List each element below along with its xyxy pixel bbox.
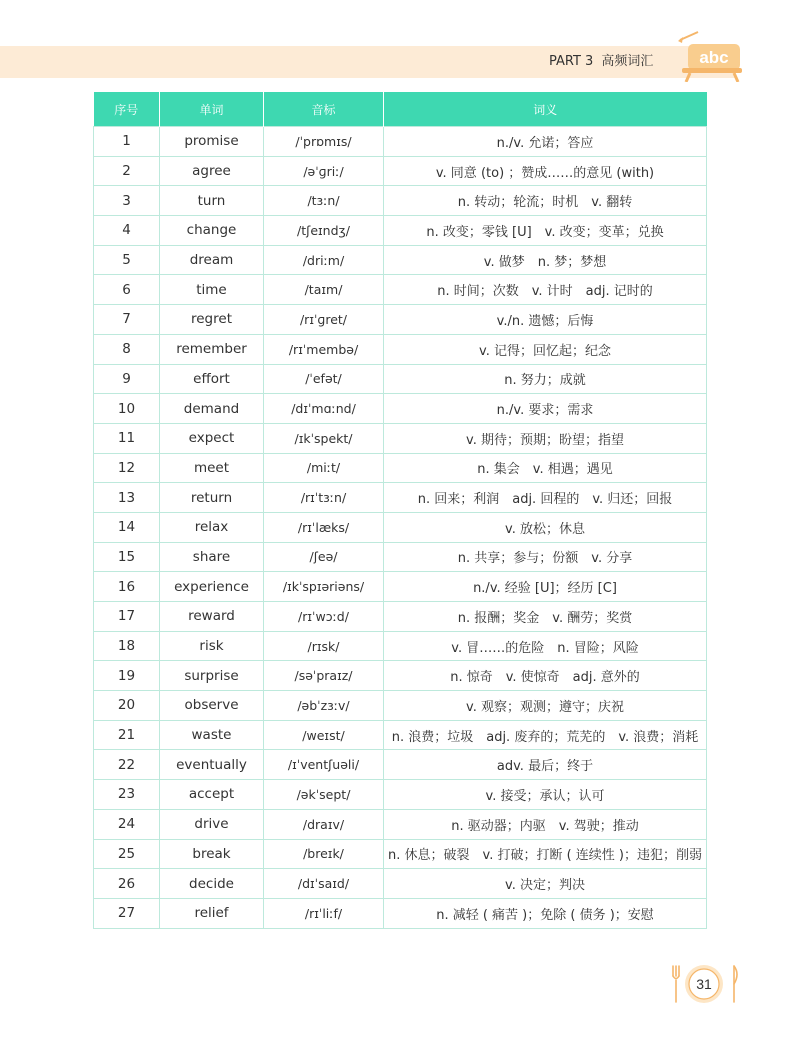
pencil-line — [680, 32, 698, 40]
row-word: reward — [160, 602, 264, 632]
row-word: effort — [160, 364, 264, 394]
row-number: 11 — [94, 423, 160, 453]
table-row — [94, 780, 707, 810]
row-number: 18 — [94, 631, 160, 661]
row-phonetic: /səˈpraɪz/ — [264, 661, 384, 691]
row-number: 5 — [94, 245, 160, 275]
row-number: 23 — [94, 780, 160, 810]
row-meaning: v. 放松；休息 — [384, 512, 707, 542]
row-meaning: n. 报酬；奖金 v. 酬劳；奖赏 — [384, 602, 707, 632]
row-word: risk — [160, 631, 264, 661]
row-phonetic: /ʃeə/ — [264, 542, 384, 572]
row-meaning: n. 驱动器；内驱 v. 驾驶；推动 — [384, 809, 707, 839]
row-number: 16 — [94, 572, 160, 602]
row-word: share — [160, 542, 264, 572]
logo-leg-right — [734, 73, 738, 82]
table-row — [94, 512, 707, 542]
row-word: regret — [160, 305, 264, 335]
table-row — [94, 542, 707, 572]
row-phonetic: /rɪˈlæks/ — [264, 512, 384, 542]
row-phonetic: /taɪm/ — [264, 275, 384, 305]
row-word: change — [160, 216, 264, 246]
row-word: remember — [160, 334, 264, 364]
row-phonetic: /rɪˈmembə/ — [264, 334, 384, 364]
row-meaning: n. 时间；次数 v. 计时 adj. 记时的 — [384, 275, 707, 305]
table-body — [94, 127, 707, 929]
row-phonetic: /ɪˈventʃuəli/ — [264, 750, 384, 780]
row-word: observe — [160, 691, 264, 721]
col-header-word: 单词 — [160, 92, 264, 127]
row-word: time — [160, 275, 264, 305]
row-word: accept — [160, 780, 264, 810]
table-row — [94, 661, 707, 691]
row-number: 13 — [94, 483, 160, 513]
row-phonetic: /ɪkˈspekt/ — [264, 423, 384, 453]
row-number: 12 — [94, 453, 160, 483]
row-word: waste — [160, 720, 264, 750]
row-word: surprise — [160, 661, 264, 691]
row-number: 22 — [94, 750, 160, 780]
row-number: 3 — [94, 186, 160, 216]
row-word: turn — [160, 186, 264, 216]
section-title: 高频词汇 — [601, 54, 654, 69]
row-phonetic: /əkˈsept/ — [264, 780, 384, 810]
table-row — [94, 186, 707, 216]
row-meaning: n. 努力；成就 — [384, 364, 707, 394]
row-number: 26 — [94, 869, 160, 899]
fork-icon — [673, 966, 679, 1002]
row-phonetic: /rɪˈtɜːn/ — [264, 483, 384, 513]
row-word: drive — [160, 809, 264, 839]
row-word: agree — [160, 156, 264, 186]
col-header-meaning: 词义 — [384, 92, 707, 127]
table-row — [94, 453, 707, 483]
row-meaning: v. 期待；预期；盼望；指望 — [384, 423, 707, 453]
row-number: 2 — [94, 156, 160, 186]
row-phonetic: /rɪˈwɔːd/ — [264, 602, 384, 632]
row-word: meet — [160, 453, 264, 483]
row-number: 14 — [94, 512, 160, 542]
page-footer — [668, 962, 744, 1006]
row-number: 10 — [94, 394, 160, 424]
row-phonetic: /rɪsk/ — [264, 631, 384, 661]
row-phonetic: /rɪˈliːf/ — [264, 898, 384, 928]
table-row — [94, 394, 707, 424]
row-word: demand — [160, 394, 264, 424]
row-number: 21 — [94, 720, 160, 750]
row-number: 24 — [94, 809, 160, 839]
row-phonetic: /dɪˈmɑːnd/ — [264, 394, 384, 424]
table-row — [94, 869, 707, 899]
row-phonetic: /əbˈzɜːv/ — [264, 691, 384, 721]
row-meaning: n. 改变；零钱 [U] v. 改变；变革；兑换 — [384, 216, 707, 246]
table-row — [94, 602, 707, 632]
table-row — [94, 572, 707, 602]
col-header-number: 序号 — [94, 92, 160, 127]
table-header-row — [94, 92, 707, 127]
table-row — [94, 334, 707, 364]
abc-logo — [676, 30, 746, 82]
table-row — [94, 275, 707, 305]
pencil-tip — [678, 37, 683, 43]
table-row — [94, 423, 707, 453]
row-number: 8 — [94, 334, 160, 364]
row-word: expect — [160, 423, 264, 453]
row-meaning: adv. 最后；终于 — [384, 750, 707, 780]
table-row — [94, 898, 707, 928]
row-phonetic: /ˈprɒmɪs/ — [264, 127, 384, 157]
row-number: 1 — [94, 127, 160, 157]
row-meaning: n. 集会 v. 相遇；遇见 — [384, 453, 707, 483]
row-meaning: n. 转动；轮流；时机 v. 翻转 — [384, 186, 707, 216]
row-word: dream — [160, 245, 264, 275]
row-meaning: n. 共享；参与；份额 v. 分享 — [384, 542, 707, 572]
row-meaning: n. 减轻 ( 痛苦 )；免除 ( 债务 )；安慰 — [384, 898, 707, 928]
row-word: promise — [160, 127, 264, 157]
row-meaning: v. 接受；承认；认可 — [384, 780, 707, 810]
row-number: 20 — [94, 691, 160, 721]
row-meaning: n. 浪费；垃圾 adj. 废弃的；荒芜的 v. 浪费；消耗 — [384, 720, 707, 750]
table-row — [94, 631, 707, 661]
row-phonetic: /ɪkˈspɪəriəns/ — [264, 572, 384, 602]
row-number: 27 — [94, 898, 160, 928]
row-meaning: n./v. 允诺；答应 — [384, 127, 707, 157]
vocab-table — [93, 92, 707, 929]
row-word: break — [160, 839, 264, 869]
row-number: 25 — [94, 839, 160, 869]
table-row — [94, 305, 707, 335]
row-phonetic: /breɪk/ — [264, 839, 384, 869]
row-number: 4 — [94, 216, 160, 246]
row-meaning: v./n. 遗憾；后悔 — [384, 305, 707, 335]
row-number: 7 — [94, 305, 160, 335]
table-row — [94, 750, 707, 780]
row-number: 9 — [94, 364, 160, 394]
table-row — [94, 839, 707, 869]
row-phonetic: /əˈɡriː/ — [264, 156, 384, 186]
row-word: experience — [160, 572, 264, 602]
knife-icon — [734, 966, 737, 1002]
row-number: 19 — [94, 661, 160, 691]
row-meaning: v. 冒……的危险 n. 冒险；风险 — [384, 631, 707, 661]
row-phonetic: /miːt/ — [264, 453, 384, 483]
row-phonetic: /tɜːn/ — [264, 186, 384, 216]
table-row — [94, 216, 707, 246]
row-meaning: n. 回来；利润 adj. 回程的 v. 归还；回报 — [384, 483, 707, 513]
row-word: relief — [160, 898, 264, 928]
row-word: eventually — [160, 750, 264, 780]
row-meaning: n./v. 要求；需求 — [384, 394, 707, 424]
row-phonetic: /driːm/ — [264, 245, 384, 275]
table-row — [94, 127, 707, 157]
row-word: decide — [160, 869, 264, 899]
row-meaning: v. 做梦 n. 梦；梦想 — [384, 245, 707, 275]
row-meaning: v. 记得；回忆起；纪念 — [384, 334, 707, 364]
section-header — [549, 53, 653, 71]
row-phonetic: /ˈefət/ — [264, 364, 384, 394]
section-part: PART 3 — [549, 54, 594, 69]
row-number: 17 — [94, 602, 160, 632]
row-meaning: v. 决定；判决 — [384, 869, 707, 899]
table-row — [94, 691, 707, 721]
row-phonetic: /tʃeɪndʒ/ — [264, 216, 384, 246]
row-meaning: n./v. 经验 [U]；经历 [C] — [384, 572, 707, 602]
logo-leg-left — [686, 73, 690, 82]
row-phonetic: /draɪv/ — [264, 809, 384, 839]
row-phonetic: /rɪˈɡret/ — [264, 305, 384, 335]
table-row — [94, 245, 707, 275]
row-word: relax — [160, 512, 264, 542]
row-phonetic: /dɪˈsaɪd/ — [264, 869, 384, 899]
row-meaning: v. 观察；观测；遵守；庆祝 — [384, 691, 707, 721]
logo-text: abc — [699, 48, 729, 67]
col-header-phonetic: 音标 — [264, 92, 384, 127]
row-word: return — [160, 483, 264, 513]
table-row — [94, 483, 707, 513]
table-row — [94, 364, 707, 394]
row-meaning: n. 惊奇 v. 使惊奇 adj. 意外的 — [384, 661, 707, 691]
table-row — [94, 809, 707, 839]
row-meaning: n. 休息；破裂 v. 打破；打断 ( 连续性 )；违犯；削弱 — [384, 839, 707, 869]
logo-shelf — [682, 68, 742, 73]
row-meaning: v. 同意 (to) ；赞成……的意见 (with) — [384, 156, 707, 186]
table-row — [94, 156, 707, 186]
row-phonetic: /weɪst/ — [264, 720, 384, 750]
table-row — [94, 720, 707, 750]
row-number: 15 — [94, 542, 160, 572]
row-number: 6 — [94, 275, 160, 305]
page-number: 31 — [696, 976, 712, 992]
